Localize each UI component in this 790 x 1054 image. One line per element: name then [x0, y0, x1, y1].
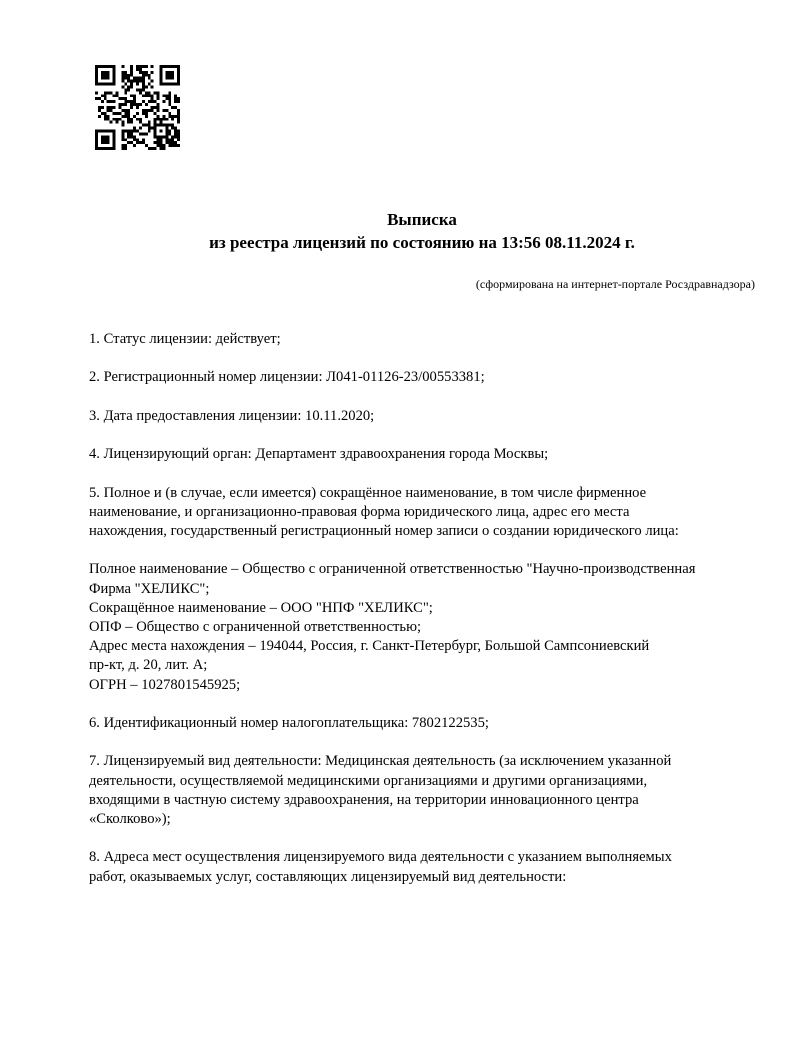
text-line: Адрес места нахождения – 194044, Россия, г. Санкт-Петербург, Большой Сампсониевский — [89, 638, 650, 655]
text-line: нахождения, государственный регистрационный номер записи о создании юридического лица: — [89, 522, 679, 539]
paragraph — [89, 407, 779, 426]
paragraph — [89, 560, 779, 694]
text-line: 6. Идентификационный номер налогоплательщика: 7802122535; — [89, 714, 489, 731]
paragraph — [89, 330, 779, 349]
text-line: работ, оказываемых услуг, составляющих лицензируемый вид деятельности: — [89, 868, 567, 885]
document-subtitle: (сформирована на интернет-портале Росздравнадзора) — [475, 277, 755, 291]
text-line: 1. Статус лицензии: действует; — [89, 331, 281, 347]
text-line: Полное наименование – Общество с ограниченной ответственностью "Научно-производственная — [89, 561, 696, 578]
text-line: 5. Полное и (в случае, если имеется) сокращённое наименование, в том числе фирменное — [89, 484, 647, 501]
text-line: деятельности, осуществляемой медицинскими организациями и другими организациями, — [89, 772, 648, 789]
text-line: «Сколково»); — [89, 810, 171, 827]
text-line: ОПФ – Общество с ограниченной ответственностью; — [89, 618, 422, 635]
paragraph — [89, 484, 779, 542]
title-line-1: Выписка — [387, 210, 457, 229]
text-line: пр-кт, д. 20, лит. А; — [89, 657, 208, 674]
paragraph — [89, 714, 779, 733]
text-line: 2. Регистрационный номер лицензии: Л041-01126-23/00553381; — [89, 369, 485, 386]
paragraph — [89, 368, 779, 387]
text-line: ОГРН – 1027801545925; — [89, 676, 241, 693]
document-body — [89, 330, 779, 887]
text-line: 8. Адреса мест осуществления лицензируемого вида деятельности с указанием выполняемых — [89, 849, 672, 866]
text-line: 4. Лицензирующий орган: Департамент здравоохранения города Москвы; — [89, 446, 549, 463]
text-line: входящими в частную систему здравоохранения, на территории инновационного центра — [89, 791, 639, 808]
paragraph — [89, 848, 779, 886]
text-line: 7. Лицензируемый вид деятельности: Медицинская деятельность (за исключением указанной — [89, 753, 672, 770]
paragraph — [89, 445, 779, 464]
paragraph — [89, 752, 779, 829]
text-line: Фирма "ХЕЛИКС"; — [89, 580, 210, 597]
qr-code — [95, 65, 180, 150]
text-line: 3. Дата предоставления лицензии: 10.11.2020; — [89, 407, 375, 424]
text-line: Сокращённое наименование – ООО "НПФ "ХЕЛИКС"; — [89, 599, 433, 616]
document-title — [89, 208, 755, 254]
title-line-2: из реестра лицензий по состоянию на 13:56 08.11.2024 г. — [209, 233, 635, 252]
text-line: наименование, и организационно-правовая форма юридического лица, адрес его места — [89, 503, 630, 520]
